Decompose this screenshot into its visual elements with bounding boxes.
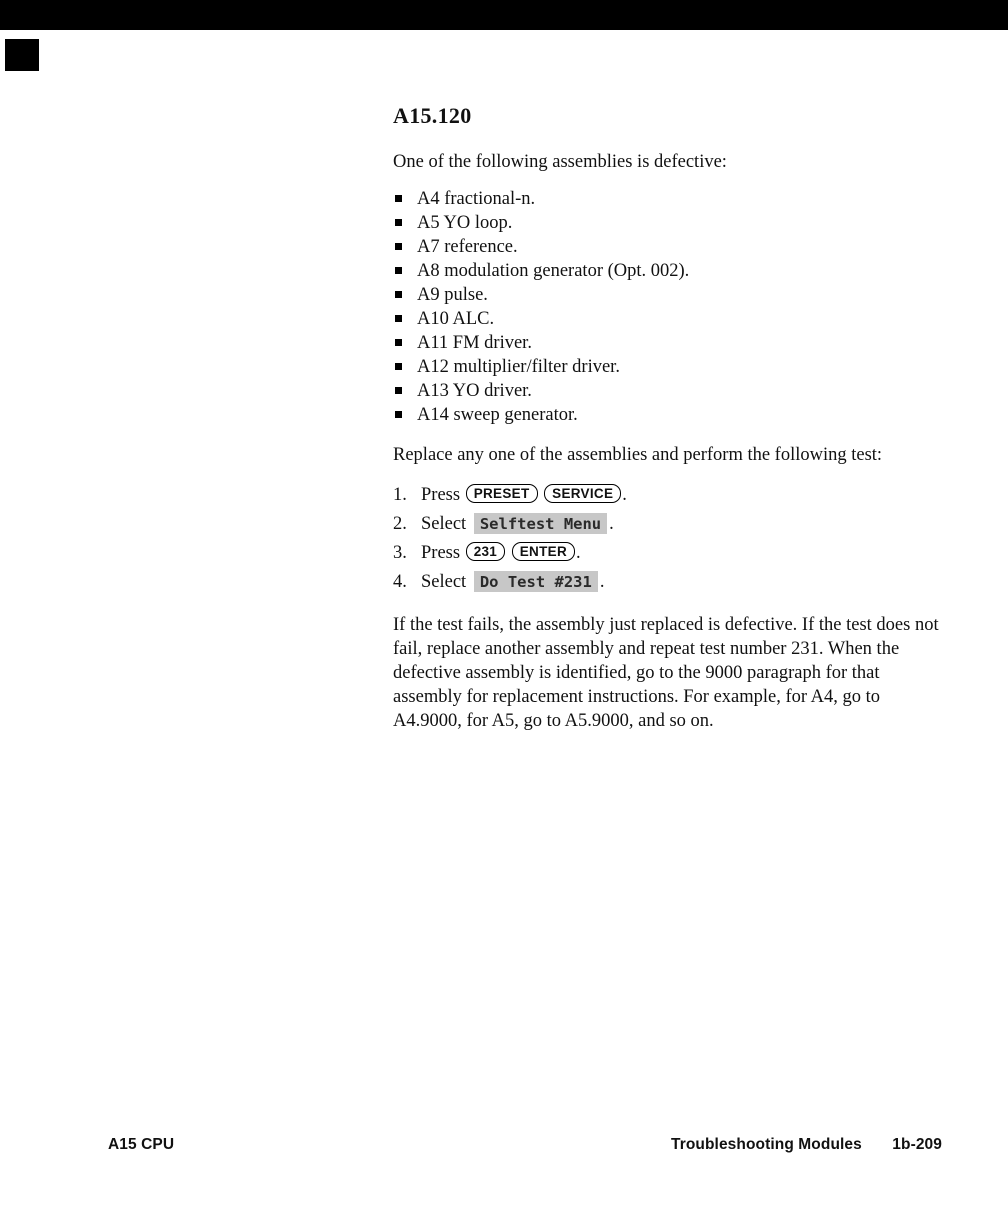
step-action: Select [421,514,467,534]
step-suffix: . [622,485,627,505]
list-item-text: A13 YO driver. [417,381,532,401]
list-item [393,355,945,379]
preset-key: PRESET [466,484,538,503]
list-item [393,235,945,259]
list-item-text: A5 YO loop. [417,213,513,233]
bullet-square-icon [395,315,402,322]
list-item [393,283,945,307]
bullet-square-icon [395,339,402,346]
231-key: 231 [466,542,505,561]
list-item-text: A4 fractional-n. [417,189,536,209]
step-number: 3. [393,543,407,563]
step-number: 4. [393,572,407,592]
do-test-231-softkey: Do Test #231 [474,571,598,592]
step-item [393,481,945,510]
step-action: Select [421,572,467,592]
bullet-square-icon [395,195,402,202]
bullet-square-icon [395,243,402,250]
list-item [393,379,945,403]
bullet-square-icon [395,411,402,418]
list-item [393,259,945,283]
bullet-square-icon [395,219,402,226]
step-number: 2. [393,514,407,534]
scan-artifact-top-bar [0,0,1008,30]
page-content [393,104,945,747]
step-suffix: . [576,543,581,563]
list-item-text: A7 reference. [417,237,518,257]
list-item [393,331,945,355]
list-item [393,211,945,235]
list-item [393,403,945,427]
intro-paragraph: One of the following assemblies is defective: [393,152,727,172]
footer-module-label: A15 CPU [108,1136,175,1153]
selftest-menu-softkey: Selftest Menu [474,513,607,534]
bullet-square-icon [395,363,402,370]
assemblies-list [393,187,945,427]
bullet-square-icon [395,291,402,298]
closing-paragraph: If the test fails, the assembly just replaced is defective. If the test does not fail, replace another assembly and repeat test number 231. When the defective assembly is identified, go to the 9000 paragraph for that assembly for replacement instructions. For example, for A4, go to A4.9000, for A5, go to A5.9000, and so on. [393,615,939,731]
step-item [393,539,945,568]
step-item [393,568,945,597]
list-item-text: A9 pulse. [417,285,488,305]
footer-right-group [671,1136,942,1154]
list-item-text: A14 sweep generator. [417,405,578,425]
list-item-text: A11 FM driver. [417,333,532,353]
step-action: Press [421,485,461,505]
bullet-square-icon [395,387,402,394]
step-suffix: . [609,514,614,534]
footer-section-label: Troubleshooting Modules [670,1136,862,1153]
enter-key: ENTER [512,542,575,561]
step-suffix: . [599,572,605,592]
list-item [393,307,945,331]
step-item [393,510,945,539]
page-footer [108,1136,942,1154]
section-heading: A15.120 [393,103,472,128]
scan-artifact-left-mark [5,39,39,71]
list-item-text: A8 modulation generator (Opt. 002). [417,261,690,281]
replace-paragraph: Replace any one of the assemblies and perform the following test: [393,445,883,465]
footer-page-number: 1b-209 [892,1136,942,1153]
step-number: 1. [393,485,407,505]
list-item-text: A10 ALC. [417,309,495,329]
bullet-square-icon [395,267,402,274]
test-steps-list [393,481,945,597]
service-key: SERVICE [544,484,621,503]
step-action: Press [421,543,461,563]
list-item-text: A12 multiplier/filter driver. [417,357,620,377]
list-item [393,187,945,211]
